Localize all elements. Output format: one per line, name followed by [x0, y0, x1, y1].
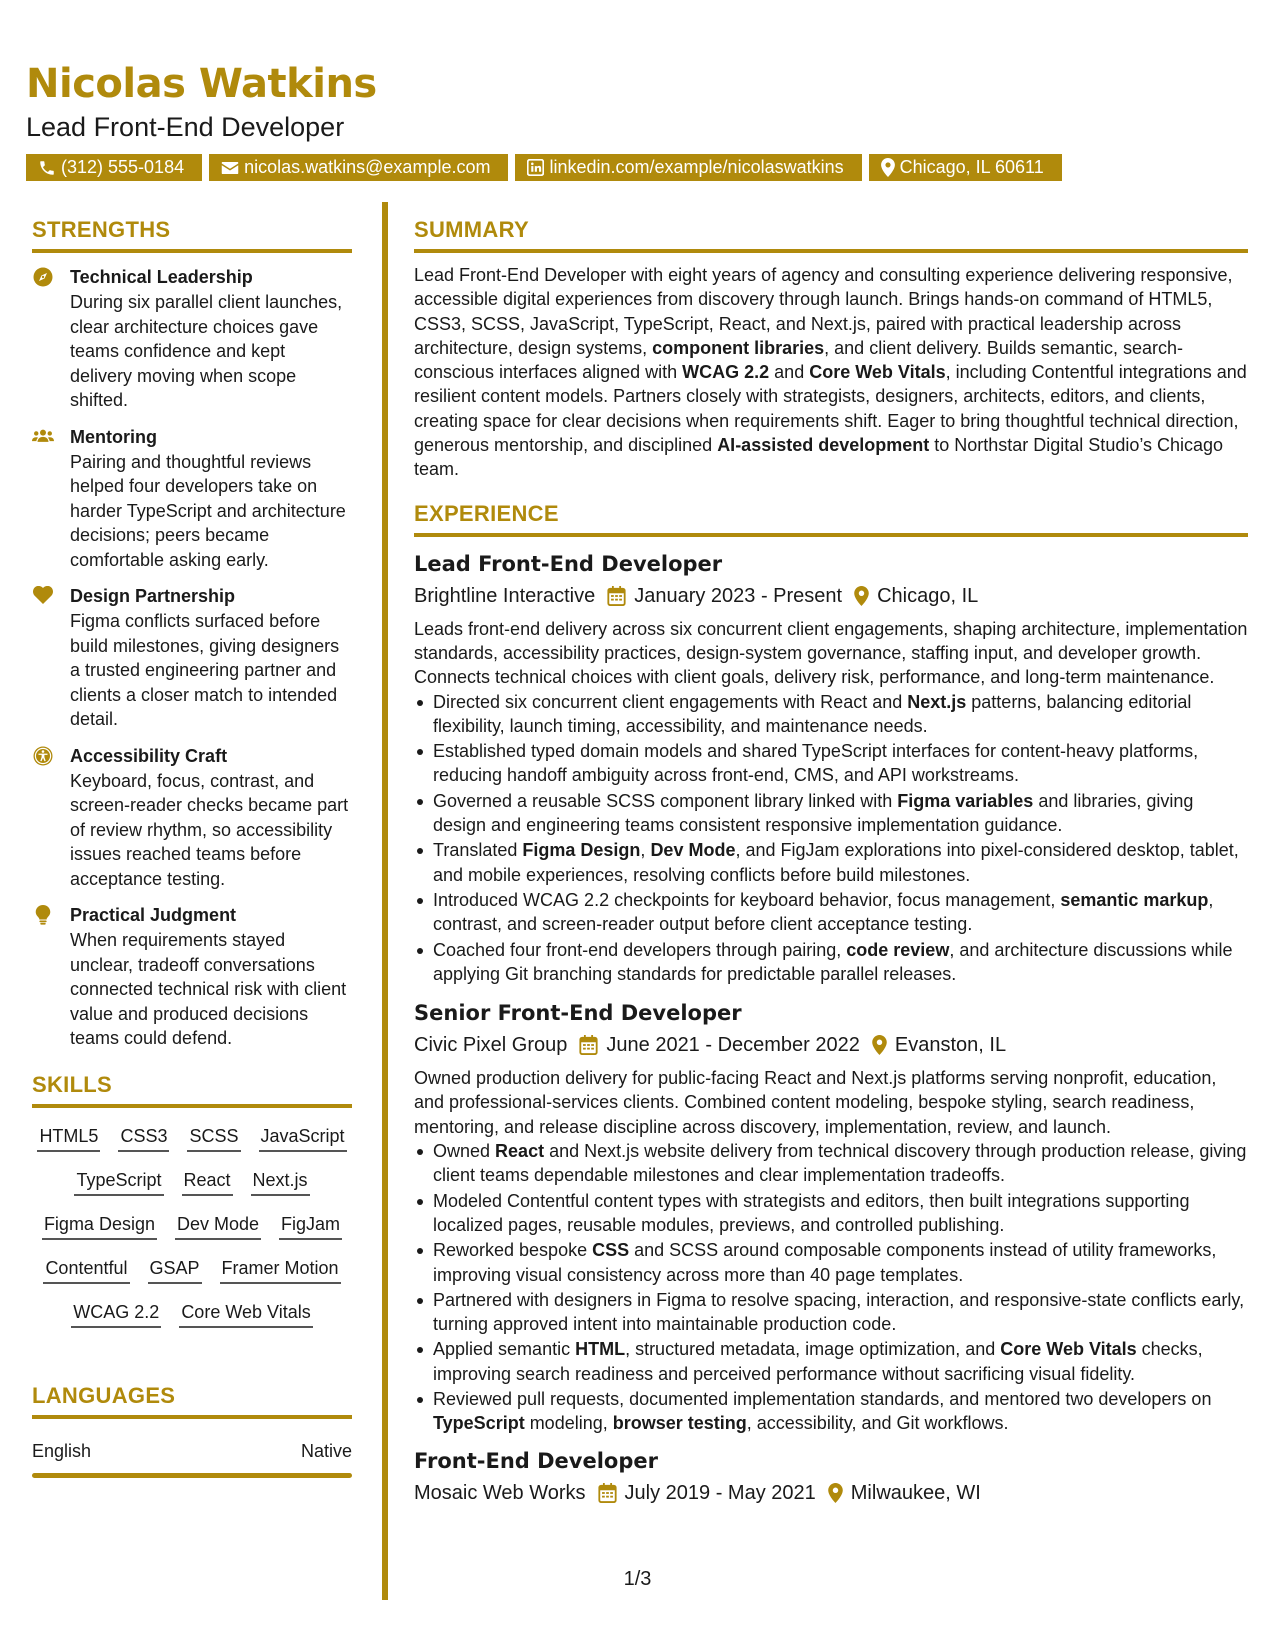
job-entry: [414, 998, 1248, 1435]
resume-header: [26, 60, 1246, 181]
job-dates: January 2023 - Present: [634, 584, 843, 607]
text-run: , and FigJam explorations into pixel-considered desktop, tablet, and mobile experiences, resolving conflicts before build milestones.: [433, 840, 1239, 885]
emphasis-text: Core Web Vitals: [1000, 1339, 1137, 1360]
job-location: Evanston, IL: [894, 1034, 1007, 1057]
section-rule: [32, 1104, 352, 1108]
text-run: , contrast, and screen-reader output before client acceptance testing.: [433, 889, 1214, 935]
calendar-icon: [598, 1483, 617, 1503]
skill-tag: Figma Design: [42, 1212, 157, 1240]
calendar-icon: [579, 1035, 598, 1055]
text-run: , and architecture discussions while applying Git branching standards for predictable parallel releases.: [433, 939, 1233, 984]
job-meta: [414, 1478, 1248, 1508]
strength-title: Mentoring: [70, 426, 157, 447]
map-pin-icon: [854, 586, 869, 606]
job-location: Milwaukee, WI: [850, 1481, 981, 1504]
experience-heading: EXPERIENCE: [414, 500, 559, 526]
phone-icon: [38, 159, 56, 177]
summary-heading: SUMMARY: [414, 217, 529, 242]
strength-title: Design Partnership: [70, 586, 236, 606]
text-run: Reviewed pull requests, documented implementation standards, and mentored two developers on: [433, 1388, 1212, 1409]
section-rule: [32, 249, 352, 253]
contact-email[interactable]: [209, 154, 508, 181]
accessibility-icon: [33, 746, 53, 766]
lightbulb-icon: [35, 905, 51, 925]
emphasis-text: HTML: [575, 1339, 626, 1360]
column-divider: [382, 202, 388, 1600]
section-rule: [414, 249, 1248, 253]
language-level: Native: [300, 1440, 352, 1461]
bullet-item: [414, 888, 1248, 937]
bullet-item: [414, 1387, 1248, 1436]
bullet-item: [414, 1337, 1248, 1386]
skill-tag: GSAP: [148, 1256, 202, 1284]
text-run: and Next.js website delivery from technical discovery through production release, giving client teams dependable milestones and clear implementation tradeoffs.: [433, 1141, 1247, 1186]
job-title: Lead Front-End Developer: [414, 551, 723, 576]
skills-section: [32, 1069, 352, 1328]
bullet-item: [414, 1189, 1248, 1238]
strength-title: Practical Judgment: [70, 905, 237, 925]
emphasis-text: code review: [846, 939, 950, 960]
skill-tag: HTML5: [37, 1124, 100, 1152]
job-dates: June 2021 - December 2022: [606, 1034, 860, 1057]
language-name: English: [32, 1440, 92, 1461]
calendar-icon: [607, 586, 626, 606]
contact-location: [869, 154, 1062, 181]
bullet-item: [414, 1238, 1248, 1287]
contact-linkedin[interactable]: [515, 154, 861, 181]
envelope-icon: [221, 160, 239, 176]
emphasis-text: Figma variables: [897, 790, 1034, 811]
text-run: , and client delivery. Builds semantic, search-conscious interfaces aligned with: [414, 337, 1183, 383]
heart-icon: [33, 586, 53, 604]
linkedin-icon: [527, 159, 544, 176]
job-company: Brightline Interactive: [414, 584, 596, 607]
skill-row: [32, 1256, 352, 1284]
text-run: Coached four front-end developers through pairing,: [433, 939, 847, 960]
language-item: [32, 1439, 352, 1463]
text-run: to Northstar Digital Studio’s Chicago team.: [414, 435, 1224, 480]
map-pin-icon: [828, 1483, 843, 1503]
skill-tag: TypeScript: [74, 1168, 163, 1196]
bullet-item: [414, 739, 1248, 788]
job-description: Leads front-end delivery across six concurrent client engagements, shaping architecture, implementation standards, accessibility practices, design-system governance, staffing input, and developer growth. Connects technical choices with client goals, delivery risk, performance, and long-term maintenance.: [414, 618, 1248, 688]
contact-phone-text: (312) 555-0184: [61, 157, 185, 177]
text-run: patterns, balancing editorial flexibility, launch timing, accessibility, and maintenance needs.: [433, 691, 1192, 736]
skill-row: [32, 1300, 352, 1328]
candidate-role: Lead Front-End Developer: [26, 112, 345, 142]
emphasis-text: TypeScript: [433, 1413, 525, 1434]
strengths-section: [32, 214, 352, 1051]
emphasis-text: AI-assisted development: [717, 435, 930, 456]
contact-bar: [26, 154, 1246, 181]
job-meta: [414, 581, 1248, 611]
emphasis-text: Next.js: [907, 691, 967, 712]
bullet-item: [414, 690, 1248, 739]
text-run: and: [769, 362, 810, 383]
bullet-item: [414, 1288, 1248, 1337]
bullet-item: [414, 789, 1248, 838]
job-title: Front-End Developer: [414, 1448, 658, 1473]
skill-tag: JavaScript: [259, 1124, 347, 1152]
text-run: modeling,: [524, 1413, 613, 1434]
emphasis-text: component libraries: [652, 337, 825, 358]
skill-tag: React: [182, 1168, 233, 1196]
text-run: Lead Front-End Developer with eight years of agency and consulting experience delivering responsive, accessible digital experiences from discovery through launch. Brings hands-on command of HTML5, CSS3, SCSS, JavaScript, TypeScript, React, and Next.js, paired with practical leadership across architecture, design systems,: [414, 265, 1233, 358]
emphasis-text: semantic markup: [1060, 889, 1209, 910]
skill-tag: Contentful: [43, 1256, 129, 1284]
text-run: Established typed domain models and shared TypeScript interfaces for content-heavy platforms, reducing handoff ambiguity across front-end, CMS, and API workstreams.: [433, 741, 1199, 786]
skill-tag: SCSS: [187, 1124, 240, 1152]
strength-title: Technical Leadership: [70, 267, 253, 287]
text-run: , structured metadata, image optimization, and: [625, 1339, 1001, 1360]
emphasis-text: React: [495, 1141, 545, 1162]
job-company: Civic Pixel Group: [414, 1034, 568, 1057]
text-run: Applied semantic: [433, 1339, 576, 1360]
text-run: Translated: [433, 840, 523, 861]
skill-row: [32, 1168, 352, 1196]
job-bullets: [414, 690, 1248, 987]
experience-section: [414, 498, 1248, 1508]
bullet-item: [414, 838, 1248, 887]
bullet-item: [414, 938, 1248, 987]
contact-location-text: Chicago, IL 60611: [899, 157, 1044, 177]
strength-item: [32, 425, 352, 573]
skill-row: [32, 1124, 352, 1152]
strength-item: [32, 744, 352, 892]
text-run: and SCSS around composable components instead of utility frameworks, improving visual consistency across more than 40 page templates.: [433, 1240, 1217, 1285]
emphasis-text: CSS: [592, 1240, 630, 1261]
job-title: Senior Front-End Developer: [414, 1001, 742, 1026]
bullet-item: [414, 1139, 1248, 1188]
strength-desc: Figma conflicts surfaced before build milestones, giving designers a trusted engineering partner and clients a closer match to intended detail.: [70, 611, 340, 729]
strengths-heading: STRENGTHS: [32, 217, 171, 242]
skill-tag: Framer Motion: [220, 1256, 341, 1284]
contact-email-text: nicolas.watkins@example.com: [244, 157, 491, 177]
job-dates: July 2019 - May 2021: [624, 1481, 816, 1504]
text-run: Owned: [433, 1141, 496, 1162]
job-meta: [414, 1030, 1248, 1060]
skills-heading: SKILLS: [32, 1071, 113, 1097]
job-description: Owned production delivery for public-facing React and Next.js platforms serving nonprofit, education, and professional-services clients. Combined content modeling, bespoke styling, search readiness, mentoring, and release discipline across discovery, implementation, review, and launch.: [414, 1068, 1217, 1137]
strength-title: Accessibility Craft: [70, 745, 228, 766]
text-run: ,: [640, 840, 651, 861]
skill-tag: FigJam: [279, 1212, 342, 1240]
skill-row: [32, 1212, 352, 1240]
skill-tag: Dev Mode: [175, 1212, 261, 1240]
map-pin-icon: [872, 1035, 887, 1055]
text-run: Governed a reusable SCSS component library linked with: [433, 790, 898, 811]
strength-desc: When requirements stayed unclear, tradeoff conversations connected technical risk with client value and produced decisions teams could defend.: [70, 930, 347, 1048]
emphasis-text: Figma Design: [522, 840, 641, 861]
contact-linkedin-text: linkedin.com/example/nicolaswatkins: [549, 157, 844, 177]
job-location: Chicago, IL: [877, 584, 979, 607]
skill-tag: CSS3: [118, 1124, 169, 1152]
text-run: Reworked bespoke: [433, 1240, 593, 1261]
emphasis-text: WCAG 2.2: [682, 362, 770, 383]
text-run: Introduced WCAG 2.2 checkpoints for keyboard behavior, focus management,: [433, 889, 1061, 910]
text-run: checks, improving search readiness and perceived performance without sacrificing visual fidelity.: [433, 1339, 1203, 1384]
languages-section: [32, 1380, 352, 1478]
skill-tag: Next.js: [251, 1168, 310, 1196]
job-entry: [414, 549, 1248, 986]
compass-icon: [33, 267, 53, 287]
strength-item: [32, 903, 352, 1051]
emphasis-text: browser testing: [612, 1413, 747, 1434]
language-level-bar: [32, 1473, 352, 1478]
right-column: [414, 214, 1248, 1508]
summary-text: [414, 263, 1248, 482]
section-rule: [32, 1415, 352, 1419]
candidate-name: Nicolas Watkins: [26, 61, 377, 107]
strength-item: [32, 584, 352, 732]
text-run: Modeled Contentful content types with strategists and editors, then built integrations supporting localized pages, reusable modules, previews, and controlled publishing.: [433, 1190, 1190, 1235]
contact-phone: [26, 154, 202, 181]
summary-section: [414, 214, 1248, 482]
text-run: and libraries, giving design and engineering teams consistent responsive implementation guidance.: [433, 790, 1194, 836]
map-pin-icon: [881, 158, 895, 177]
job-company: Mosaic Web Works: [414, 1481, 586, 1504]
emphasis-text: Core Web Vitals: [809, 362, 946, 383]
text-run: Directed six concurrent client engagements with React and: [433, 691, 908, 712]
text-run: Partnered with designers in Figma to resolve spacing, interaction, and responsive-state conflicts early, turning approved intent into maintainable production code.: [433, 1289, 1245, 1335]
job-bullets: [414, 1139, 1248, 1436]
skill-tag: WCAG 2.2: [71, 1300, 161, 1328]
text-run: , accessibility, and Git workflows.: [746, 1413, 1009, 1434]
strength-item: [32, 265, 352, 413]
users-icon: [32, 427, 54, 445]
strength-desc: Pairing and thoughtful reviews helped four developers take on harder TypeScript and architecture decisions; peers became comfortable asking early.: [70, 451, 346, 570]
languages-heading: LANGUAGES: [32, 1382, 176, 1408]
text-run: , including Contentful integrations and resilient content models. Partners closely with strategists, designers, architects, editors, and clients, creating space for clear decisions when requirements shift. Eager to bring thoughtful technical direction, generous mentorship, and disciplined: [414, 362, 1247, 456]
emphasis-text: Dev Mode: [650, 840, 736, 861]
strength-desc: Keyboard, focus, contrast, and screen-reader checks became part of review rhythm, so accessibility issues reached teams before acceptance testing.: [70, 770, 349, 889]
page-number: 1/3: [623, 1568, 652, 1590]
strength-desc: During six parallel client launches, clear architecture choices gave teams confidence and kept delivery moving when scope shifted.: [70, 292, 343, 410]
skill-tag: Core Web Vitals: [179, 1300, 312, 1328]
job-entry: [414, 1446, 1248, 1508]
left-column: [32, 214, 352, 1478]
section-rule: [414, 533, 1248, 537]
